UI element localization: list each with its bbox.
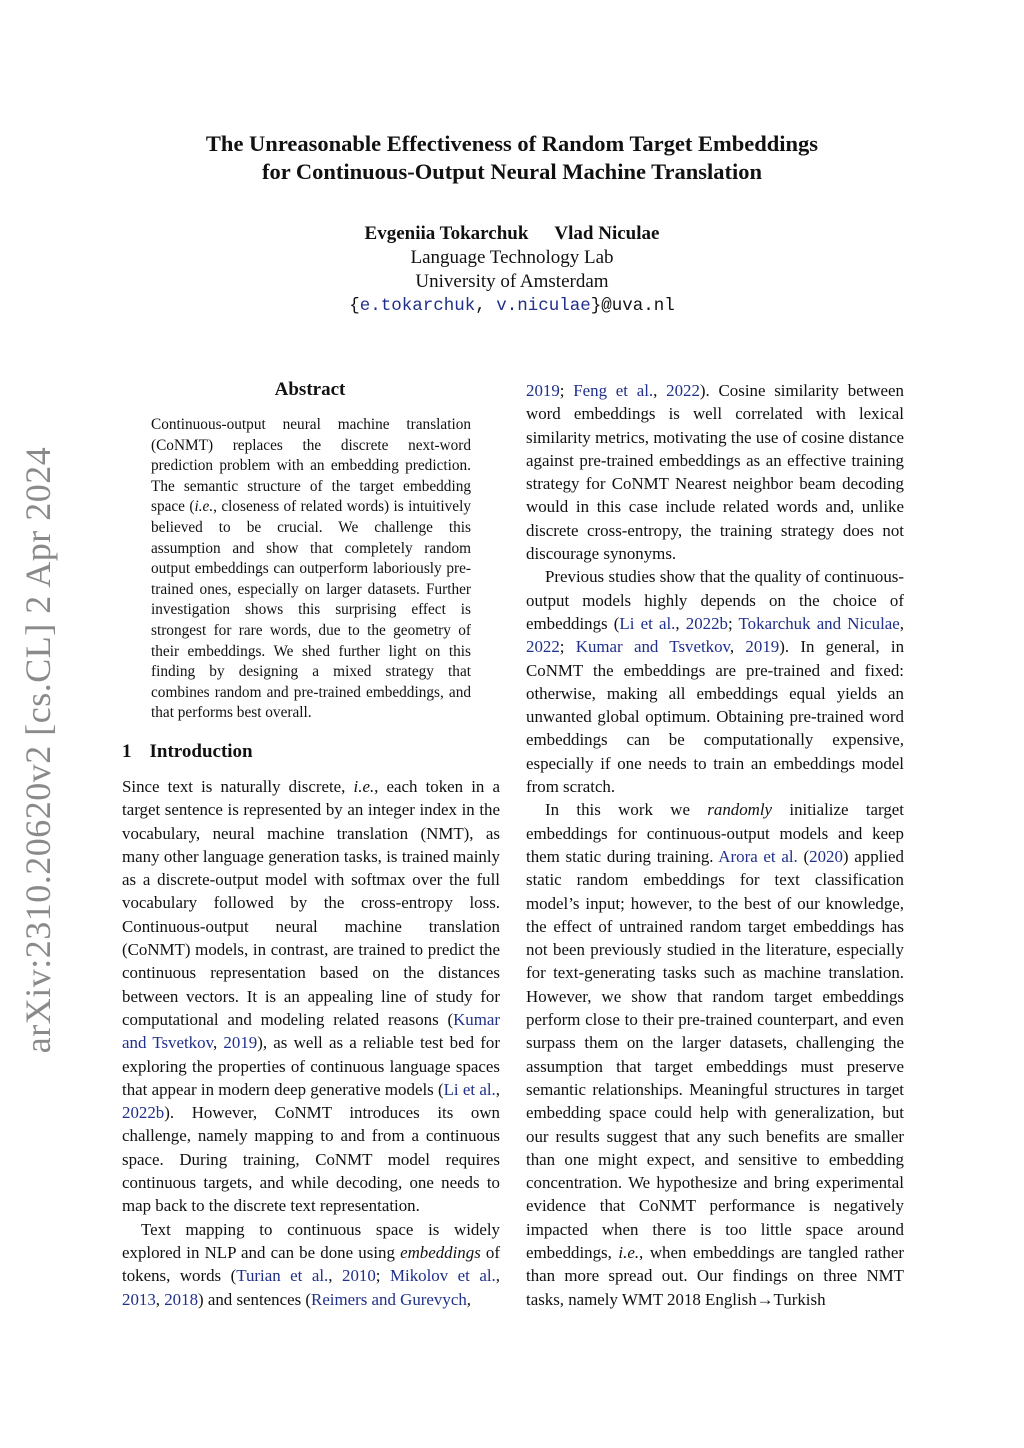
- body-text: Since text is naturally discrete,: [122, 777, 354, 796]
- paragraph: [526, 379, 904, 565]
- paragraph: [122, 775, 500, 1218]
- body-text: of tokens, words (: [122, 1242, 501, 1286]
- paper-title: [0, 130, 1024, 186]
- email-user-1[interactable]: e.tokarchuk: [359, 296, 476, 316]
- abstract-emphasis: i.e.: [194, 498, 214, 516]
- paper-title-line-2: for Continuous-Output Neural Machine Translation: [261, 159, 763, 184]
- body-text: ,: [675, 613, 686, 633]
- citation-year-link[interactable]: 2022: [666, 381, 700, 400]
- affiliation: [0, 246, 1024, 294]
- citation-year-link[interactable]: 2022: [526, 637, 560, 657]
- body-text: In this work we: [545, 800, 708, 820]
- citation-year-link[interactable]: 2010: [342, 1266, 376, 1286]
- email-domain: }@uva.nl: [590, 296, 675, 316]
- author-emails: [0, 294, 1024, 318]
- body-text: ;: [727, 613, 739, 633]
- body-text: ,: [495, 1266, 501, 1286]
- body-text: ) applied static random embeddings for text classification model’s input; however, to the best of our knowledge, the effect of untrained random target embeddings has not been previously studied in the literature, especially for text-generating tasks such as machine translation. However, we show that random target embeddings perform close to their pre-trained counterpart, and even surpass them on the larger datasets, challenging the assumption that target embeddings must preserve semantic relationships. Meaningful structures in target embedding space could help with generalization, but our results suggest that any such benefits are smaller than one might expect, and sensitive to embedding concentration. We hypothesize and bring experimental evidence that CoNMT performance is negatively impacted when there is too little space around embeddings,: [526, 846, 904, 1262]
- affiliation-university: University of Amsterdam: [415, 271, 609, 292]
- citation-year-link[interactable]: 2019: [223, 1033, 258, 1053]
- author-2: Vlad Niculae: [554, 223, 660, 244]
- author-list: [0, 222, 1024, 246]
- body-text: ), as well as a reliable test bed for exploring the properties of continuous language spaces that appear in modern deep generative models (: [122, 1033, 501, 1099]
- body-text: ;: [559, 637, 576, 657]
- citation-year-link[interactable]: 2022b: [685, 613, 728, 633]
- email-brace-open: {: [349, 296, 360, 316]
- body-text: ,: [899, 613, 904, 633]
- body-text: ). In general, in CoNMT the embeddings are pre-trained and fixed: otherwise, making all embeddings equal yields an unwanted global optimum. Obtaining pre-trained word embeddings can be computationally expensive, especially if one needs to train an embeddings model from scratch.: [526, 637, 905, 797]
- body-text: Previous studies show that the quality of continuous-output models highly depends on the choice of embeddings (: [526, 567, 904, 633]
- citation-link[interactable]: Kumar and Tsvetkov: [575, 637, 730, 657]
- citation-link[interactable]: Arora et al.: [718, 846, 798, 866]
- body-text: ;: [559, 381, 574, 400]
- body-text: ,: [328, 1266, 342, 1286]
- citation-link[interactable]: Reimers and Gurevych: [311, 1289, 467, 1309]
- citation-link[interactable]: Mikolov et al.: [389, 1266, 496, 1286]
- body-text: ,: [212, 1033, 224, 1053]
- body-text: ,: [155, 1289, 165, 1309]
- citation-link[interactable]: Li et al.: [443, 1079, 496, 1099]
- body-emphasis: i.e.: [618, 1242, 640, 1262]
- body-text: ,: [466, 1289, 472, 1309]
- abstract-body: [151, 415, 471, 724]
- body-text: initialize target embeddings for continuous-output models and keep them static during training.: [526, 800, 904, 866]
- body-text: (: [797, 846, 810, 866]
- citation-year-link[interactable]: 2013: [122, 1289, 156, 1309]
- paper-title-line-1: The Unreasonable Effectiveness of Random Target Embeddings: [205, 131, 819, 156]
- body-text: Text mapping to continuous space is widely explored in NLP and can be done using: [122, 1219, 500, 1262]
- abstract-heading: Abstract: [274, 379, 346, 400]
- abstract-text: , closeness of related words) is intuitively believed to be crucial. We challenge this assumption and show that completely random output embeddings can outperform laboriously pre-trained ones, especially on larger datasets. Further investigation shows this surprising effect is strongest for rare words, due to the geometry of their embeddings. We shed further light on this finding by designing a mixed strategy that combines random and pre-trained embeddings, and that performs best overall.: [151, 498, 471, 722]
- citation-link[interactable]: Li et al.: [619, 613, 676, 633]
- body-text: ,: [653, 381, 667, 400]
- email-user-2[interactable]: v.niculae: [496, 296, 591, 316]
- citation-year-link[interactable]: 2019: [745, 637, 780, 657]
- paragraph: [526, 798, 904, 1311]
- citation-link[interactable]: Tokarchuk and Niculae: [738, 613, 900, 633]
- section-title: Introduction: [149, 741, 253, 762]
- section-heading-introduction: [122, 740, 253, 764]
- citation-link[interactable]: Turian et al.: [236, 1266, 329, 1286]
- body-text: ,: [495, 1079, 500, 1099]
- citation-year-link[interactable]: 2020: [809, 846, 843, 866]
- body-emphasis: i.e.: [353, 777, 375, 796]
- email-separator: ,: [475, 296, 497, 316]
- right-column: [526, 379, 904, 1311]
- body-text: ). However, CoNMT introduces its own challenge, namely mapping to and from a continuous space. During training, CoNMT model requires continuous targets, and while decoding, one needs to map back to the discrete text representation.: [122, 1103, 500, 1216]
- citation-year-link[interactable]: 2019: [526, 381, 560, 400]
- citation-year-link[interactable]: 2018: [164, 1289, 199, 1309]
- body-text: ) and sentences (: [198, 1289, 312, 1309]
- paragraph: [526, 565, 904, 798]
- body-text: ;: [375, 1266, 390, 1286]
- body-emphasis: embeddings: [400, 1242, 481, 1262]
- abstract-text: Continuous-output neural machine translation (CoNMT) replaces the discrete next-word prediction problem with an embedding prediction. The semantic structure of the target embedding space (: [151, 416, 471, 516]
- body-text: , each token in a target sentence is represented by an integer index in the vocabulary, neural machine translation (NMT), as many other language generation tasks, is trained mainly as a discrete-output model with softmax over the full vocabulary followed by the cross-entropy loss. Continuous-output neural machine translation (CoNMT) models, in contrast, are trained to predict the continuous representation based on the distances between vectors. It is an appealing line of study for computational and modeling related reasons (: [122, 777, 500, 1029]
- author-1: Evgeniia Tokarchuk: [364, 223, 529, 244]
- body-text: ). Cosine similarity between word embeddings is well correlated with lexical similarity metrics, motivating the use of cosine distance against pre-trained embeddings as an effective training strategy for CoNMT Nearest neighbor beam decoding would in this case include related words and, unlike discrete cross-entropy, the training strategy does not discourage synonyms.: [526, 381, 904, 564]
- paragraph: [122, 1218, 500, 1311]
- left-column: [122, 775, 500, 1311]
- section-number: 1: [122, 741, 132, 762]
- body-emphasis: randomly: [707, 800, 773, 820]
- citation-link[interactable]: Feng et al.: [573, 381, 654, 400]
- affiliation-lab: Language Technology Lab: [410, 247, 614, 268]
- citation-year-link[interactable]: 2022b: [122, 1103, 165, 1123]
- body-text: , when embeddings are tangled rather than more spread out. Our findings on three NMT tasks, namely WMT 2018 English→Turkish: [526, 1242, 904, 1309]
- arxiv-identifier-stamp: arXiv:2310.20620v2 [cs.CL] 2 Apr 2024: [18, 446, 58, 1054]
- body-text: ,: [729, 637, 746, 657]
- citation-link[interactable]: Kumar and Tsvetkov: [122, 1009, 500, 1053]
